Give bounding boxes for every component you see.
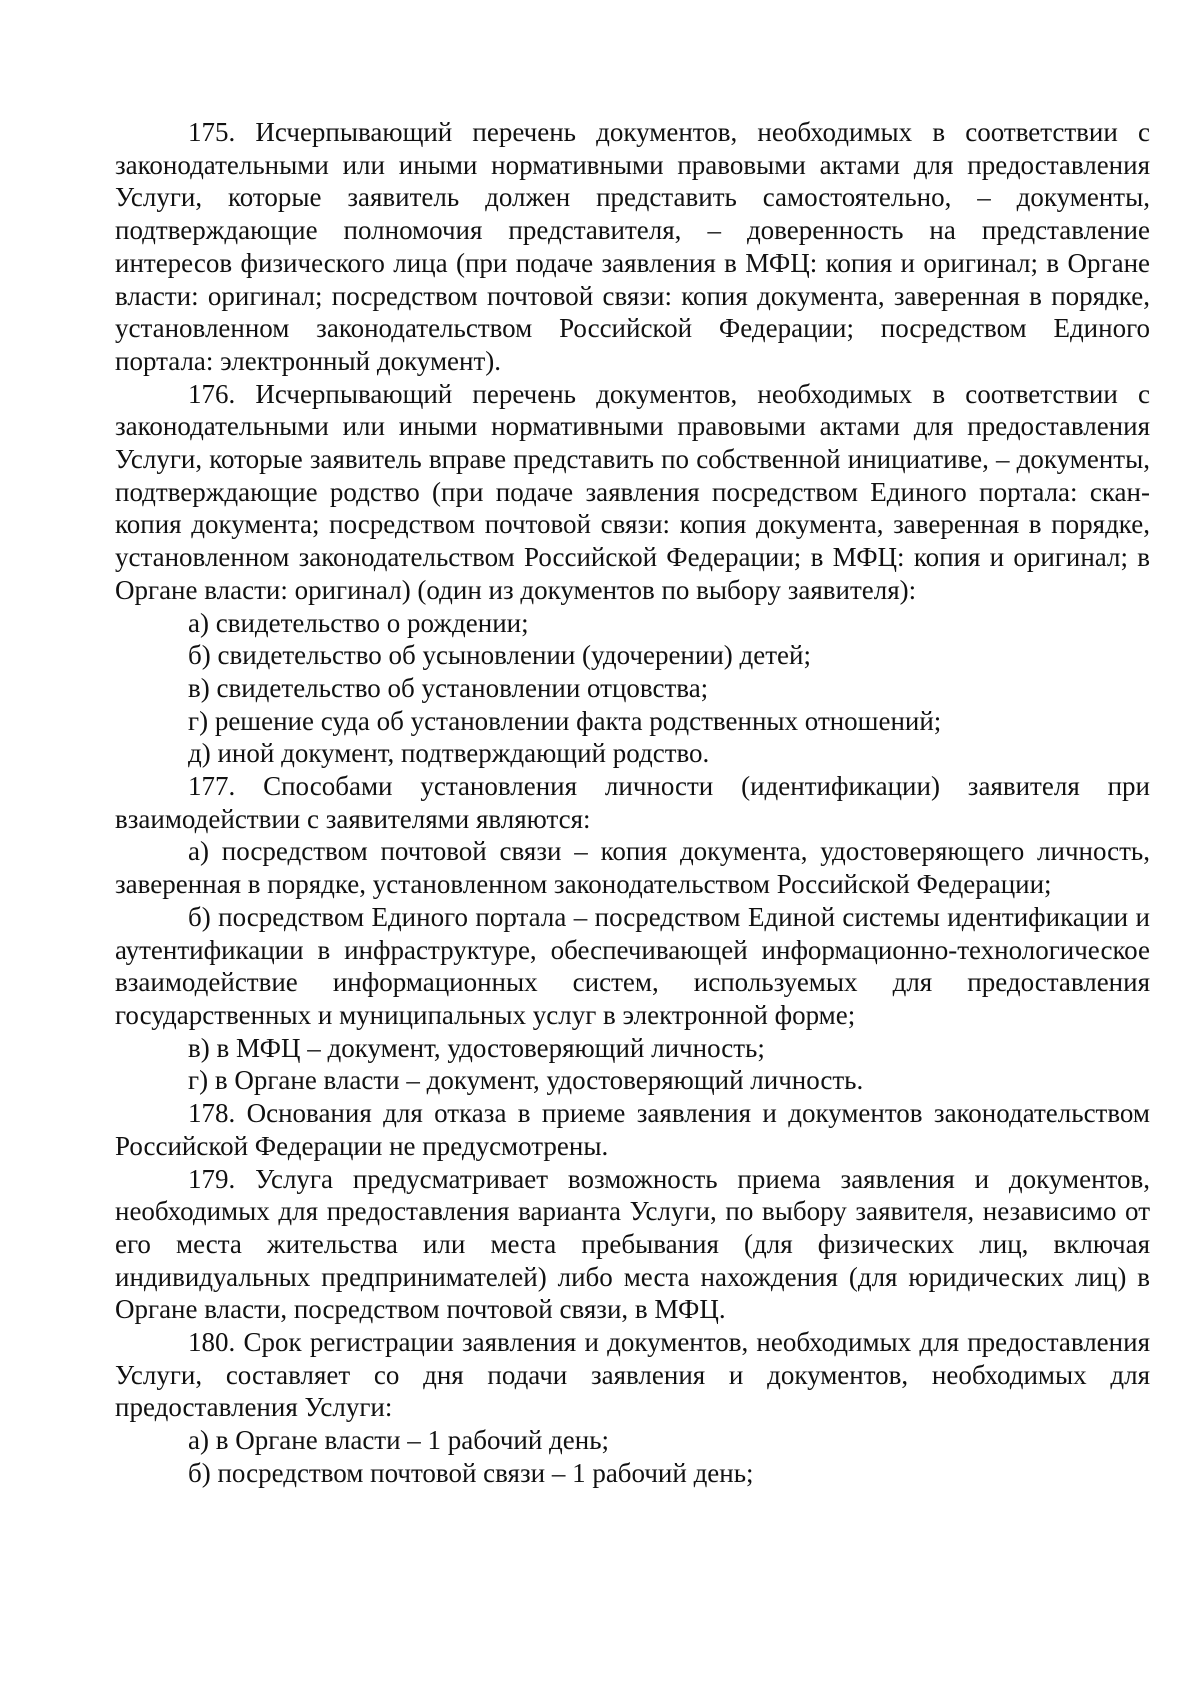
- list-item-176-v: в) свидетельство об установлении отцовства;: [188, 672, 709, 703]
- list-item-180-a: а) в Органе власти – 1 рабочий день;: [188, 1425, 610, 1456]
- paragraph-177: 177. Способами установления личности (идентификации) заявителя при взаимодействии с заявителями являются:: [115, 771, 1150, 834]
- paragraph-180: 180. Срок регистрации заявления и документов, необходимых для предоставления Услуги, составляет со дня подачи заявления и документов, необходимых для предоставления Услуги:: [115, 1327, 1150, 1423]
- list-item-177-b: б) посредством Единого портала – посредством Единой системы идентификации и аутентификации в инфраструктуре, обеспечивающей информационно-технологическое взаимодействие информационных систем, используемых для предоставления государственных и муниципальных услуг в электронной форме;: [115, 901, 1150, 1030]
- list-item-180-b: б) посредством почтовой связи – 1 рабочий день;: [188, 1457, 754, 1488]
- list-item-177-v: в) в МФЦ – документ, удостоверяющий личность;: [188, 1032, 765, 1063]
- list-item-177-g: г) в Органе власти – документ, удостоверяющий личность.: [188, 1065, 864, 1096]
- paragraph-176: 176. Исчерпывающий перечень документов, необходимых в соответствии с законодательными или иными нормативными правовыми актами для предоставления Услуги, которые заявитель вправе представить по собственной инициативе, – документы, подтверждающие родство (при подаче заявления посредством Единого портала: скан-копия документа; посредством почтовой связи: копия документа, заверенная в порядке, установленном законодательством Российской Федерации; в МФЦ: копия и оригинал; в Органе власти: оригинал) (один из документов по выбору заявителя):: [115, 378, 1150, 605]
- list-item-176-b: б) свидетельство об усыновлении (удочерении) детей;: [188, 640, 811, 671]
- list-item-176-g: г) решение суда об установлении факта родственных отношений;: [188, 705, 942, 736]
- paragraph-175: 175. Исчерпывающий перечень документов, необходимых в соответствии с законодательными или иными нормативными правовыми актами для предоставления Услуги, которые заявитель должен представить самостоятельно, – документы, подтверждающие полномочия представителя, – доверенность на представление интересов физического лица (при подаче заявления в МФЦ: копия и оригинал; в Органе власти: оригинал; посредством почтовой связи: копия документа, заверенная в порядке, установленном законодательством Российской Федерации; посредством Единого портала: электронный документ).: [115, 117, 1150, 376]
- paragraph-178: 178. Основания для отказа в приеме заявления и документов законодательством Российской Федерации не предусмотрены.: [115, 1098, 1150, 1161]
- document-page: [115, 116, 1150, 1490]
- list-item-176-a: а) свидетельство о рождении;: [188, 607, 529, 638]
- list-item-177-a: а) посредством почтовой связи – копия документа, удостоверяющего личность, заверенная в порядке, установленном законодательством Российской Федерации;: [115, 836, 1150, 900]
- paragraph-179: 179. Услуга предусматривает возможность приема заявления и документов, необходимых для предоставления варианта Услуги, по выбору заявителя, независимо от его места жительства или места пребывания (для физических лиц, включая индивидуальных предпринимателей) либо места нахождения (для юридических лиц) в Органе власти, посредством почтовой связи, в МФЦ.: [115, 1163, 1150, 1325]
- list-item-176-d: д) иной документ, подтверждающий родство.: [188, 738, 710, 769]
